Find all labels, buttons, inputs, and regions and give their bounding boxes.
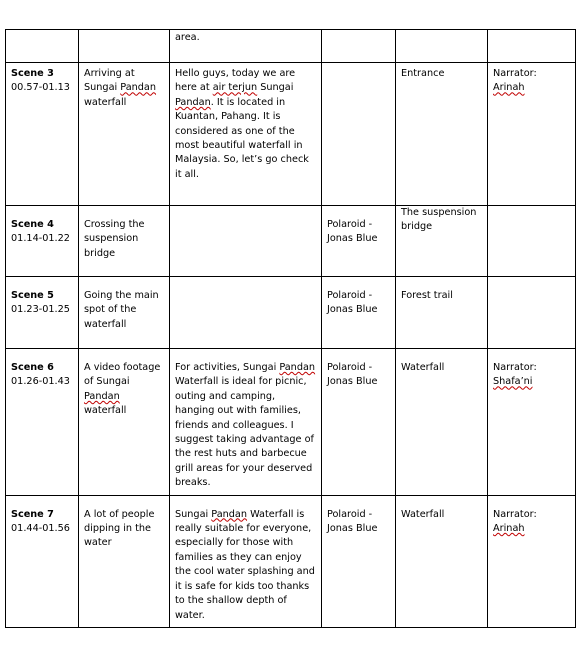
- script-text: . It is located in Kuantan, Pahang. It is considered as one of the most beautiful waterfall in Malaysia. So, let’s go check it all.: [175, 96, 309, 180]
- script-cell: [170, 495, 322, 627]
- voice-cell: [488, 206, 576, 277]
- table-row: [6, 30, 576, 63]
- action-text: Pandan: [120, 82, 157, 94]
- scene-time: 01.14-01.22: [11, 233, 70, 245]
- location-text: The suspension bridge: [401, 207, 477, 233]
- action-cell: [79, 30, 170, 63]
- voice-name: Arinah: [493, 82, 525, 94]
- music-text: Polaroid - Jonas Blue: [327, 290, 378, 316]
- voice-label: Narrator:: [493, 508, 537, 520]
- scene-time: 01.23-01.25: [11, 304, 70, 316]
- scene-time: 01.44-01.56: [11, 523, 70, 535]
- script-cell: [170, 63, 322, 206]
- action-text: Pandan: [84, 390, 120, 402]
- action-cell: [79, 206, 170, 277]
- voice-label: Narrator:: [493, 362, 537, 373]
- scene-cell: [6, 63, 79, 206]
- storyboard-table: [5, 29, 576, 628]
- scene-number: Scene 5: [11, 290, 54, 301]
- scene-cell: [6, 206, 79, 277]
- scene-cell: [6, 349, 79, 496]
- scene-number: Scene 6: [11, 362, 54, 373]
- table-row: [6, 349, 576, 496]
- script-text: Sungai: [175, 508, 212, 520]
- location-cell: [396, 277, 488, 349]
- script-cell: [170, 206, 322, 277]
- location-text: Waterfall: [401, 508, 445, 520]
- script-text: Pandan: [279, 362, 316, 373]
- script-cell: [170, 277, 322, 349]
- scene-time: 01.26-01.43: [11, 376, 70, 388]
- action-text: A lot of people dipping in the water: [84, 508, 155, 549]
- location-cell: [396, 30, 488, 63]
- script-text: air terjun: [212, 82, 258, 94]
- scene-number: Scene 3: [11, 68, 54, 79]
- music-text: Polaroid - Jonas Blue: [327, 508, 378, 535]
- location-text: Waterfall: [401, 362, 445, 373]
- action-cell: [79, 63, 170, 206]
- music-text: Polaroid - Jonas Blue: [327, 219, 378, 245]
- action-text: A video footage of Sungai: [84, 362, 161, 388]
- location-cell: [396, 495, 488, 627]
- location-cell: [396, 206, 488, 277]
- table-row: [6, 277, 576, 349]
- scene-cell: [6, 30, 79, 63]
- action-text: waterfall: [84, 405, 127, 417]
- scene-cell: [6, 495, 79, 627]
- voice-name: Shafa’ni: [493, 376, 533, 388]
- action-cell: [79, 277, 170, 349]
- music-cell: [322, 206, 396, 277]
- voice-name: Arinah: [493, 523, 525, 535]
- voice-label: Narrator:: [493, 68, 537, 79]
- music-cell: [322, 495, 396, 627]
- scene-number: Scene 7: [11, 508, 54, 520]
- scene-time: 00.57-01.13: [11, 82, 70, 94]
- action-cell: [79, 349, 170, 496]
- voice-cell: [488, 30, 576, 63]
- script-text: For activities, Sungai: [175, 362, 280, 373]
- script-text: Waterfall is really suitable for everyone, especially for those with families as they can enjoy the cool water splashing and it is safe for kids too thanks to the shallow depth of water.: [175, 508, 315, 621]
- script-cell: [170, 30, 322, 63]
- voice-cell: [488, 349, 576, 496]
- script-text: Pandan: [175, 96, 211, 108]
- location-cell: [396, 349, 488, 496]
- scene-cell: [6, 277, 79, 349]
- action-text: Arriving at Sungai: [84, 68, 135, 94]
- scene-number: Scene 4: [11, 219, 54, 230]
- action-text: Crossing the suspension bridge: [84, 219, 145, 259]
- voice-cell: [488, 63, 576, 206]
- table-row: [6, 495, 576, 627]
- action-cell: [79, 495, 170, 627]
- table-row: [6, 63, 576, 206]
- script-text: Pandan: [211, 508, 248, 520]
- location-text: Entrance: [401, 68, 445, 79]
- music-cell: [322, 63, 396, 206]
- script-text: Waterfall is ideal for picnic, outing and camping, hanging out with families, friends and colleagues. I suggest taking advantage of the rest huts and barbecue grill areas for your deserved breaks.: [175, 376, 314, 489]
- action-text: Going the main spot of the waterfall: [84, 290, 159, 330]
- script-text: area.: [175, 32, 200, 43]
- script-text: Sungai: [257, 82, 294, 94]
- music-cell: [322, 349, 396, 496]
- location-cell: [396, 63, 488, 206]
- action-text: waterfall: [84, 96, 127, 108]
- music-text: Polaroid - Jonas Blue: [327, 362, 378, 388]
- script-cell: [170, 349, 322, 496]
- voice-cell: [488, 277, 576, 349]
- music-cell: [322, 277, 396, 349]
- voice-cell: [488, 495, 576, 627]
- location-text: Forest trail: [401, 290, 453, 301]
- table-row: [6, 206, 576, 277]
- script-text: Hello guys, today we are here at: [175, 68, 296, 94]
- music-cell: [322, 30, 396, 63]
